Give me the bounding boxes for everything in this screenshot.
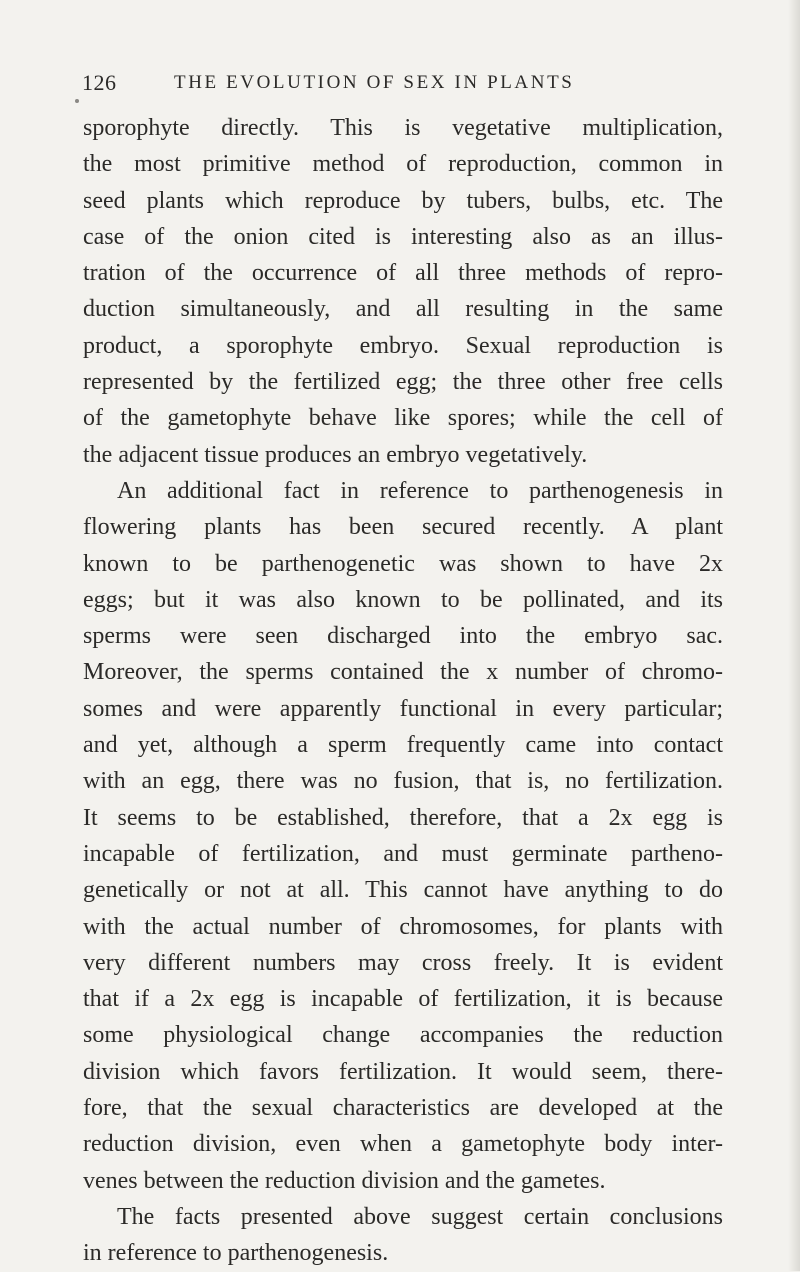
body-text xyxy=(83,110,723,1272)
text-line: eggs; but it was also known to be pollinated, and its xyxy=(83,586,723,613)
text-line: with the actual number of chromosomes, for plants with xyxy=(83,913,723,940)
text-line: Moreover, the sperms contained the x number of chromo- xyxy=(83,659,723,686)
text-line: An additional fact in reference to parthenogenesis in xyxy=(117,477,723,504)
text-line: very different numbers may cross freely. It is evident xyxy=(83,949,723,976)
text-line: It seems to be established, therefore, that a 2x egg is xyxy=(83,804,723,831)
text-line: that if a 2x egg is incapable of fertilization, it is because xyxy=(83,986,723,1013)
text-line: some physiological change accompanies the reduction xyxy=(83,1022,723,1049)
text-line: incapable of fertilization, and must germinate partheno- xyxy=(83,840,723,867)
text-line: tration of the occurrence of all three methods of repro- xyxy=(83,260,723,287)
print-speck xyxy=(75,99,79,103)
page-number: 126 xyxy=(82,70,117,95)
text-line: flowering plants has been secured recently. A plant xyxy=(83,514,723,541)
text-line: division which favors fertilization. It would seem, there- xyxy=(83,1058,723,1085)
text-line: known to be parthenogenetic was shown to have 2x xyxy=(83,550,723,577)
text-line: venes between the reduction division and the gametes. xyxy=(83,1167,606,1194)
text-line: The facts presented above suggest certain conclusions xyxy=(117,1203,723,1230)
text-line: represented by the fertilized egg; the three other free cells xyxy=(83,369,723,396)
text-line: and yet, although a sperm frequently came into contact xyxy=(83,732,723,759)
text-line: fore, that the sexual characteristics are developed at the xyxy=(83,1095,723,1122)
text-line: genetically or not at all. This cannot have anything to do xyxy=(83,877,723,904)
text-line: of the gametophyte behave like spores; while the cell of xyxy=(83,405,723,432)
text-line: product, a sporophyte embryo. Sexual reproduction is xyxy=(83,332,723,359)
text-line: reduction division, even when a gametophyte body inter- xyxy=(83,1131,723,1158)
text-line: with an egg, there was no fusion, that is, no fertilization. xyxy=(83,768,723,795)
running-head xyxy=(82,70,722,100)
text-line: case of the onion cited is interesting also as an illus- xyxy=(83,223,723,250)
text-line: the most primitive method of reproduction, common in xyxy=(83,151,723,178)
text-line: duction simultaneously, and all resulting in the same xyxy=(83,296,723,323)
running-title: THE EVOLUTION OF SEX IN PLANTS xyxy=(174,72,575,93)
text-line: in reference to parthenogenesis. xyxy=(83,1240,389,1267)
text-line: somes and were apparently functional in every particular; xyxy=(83,695,723,722)
page-edge-shadow xyxy=(788,0,800,1271)
text-line: sporophyte directly. This is vegetative multiplication, xyxy=(83,115,723,141)
text-line: the adjacent tissue produces an embryo vegetatively. xyxy=(83,441,588,468)
text-line: seed plants which reproduce by tubers, bulbs, etc. The xyxy=(83,187,723,214)
text-line: sperms were seen discharged into the embryo sac. xyxy=(83,623,723,650)
